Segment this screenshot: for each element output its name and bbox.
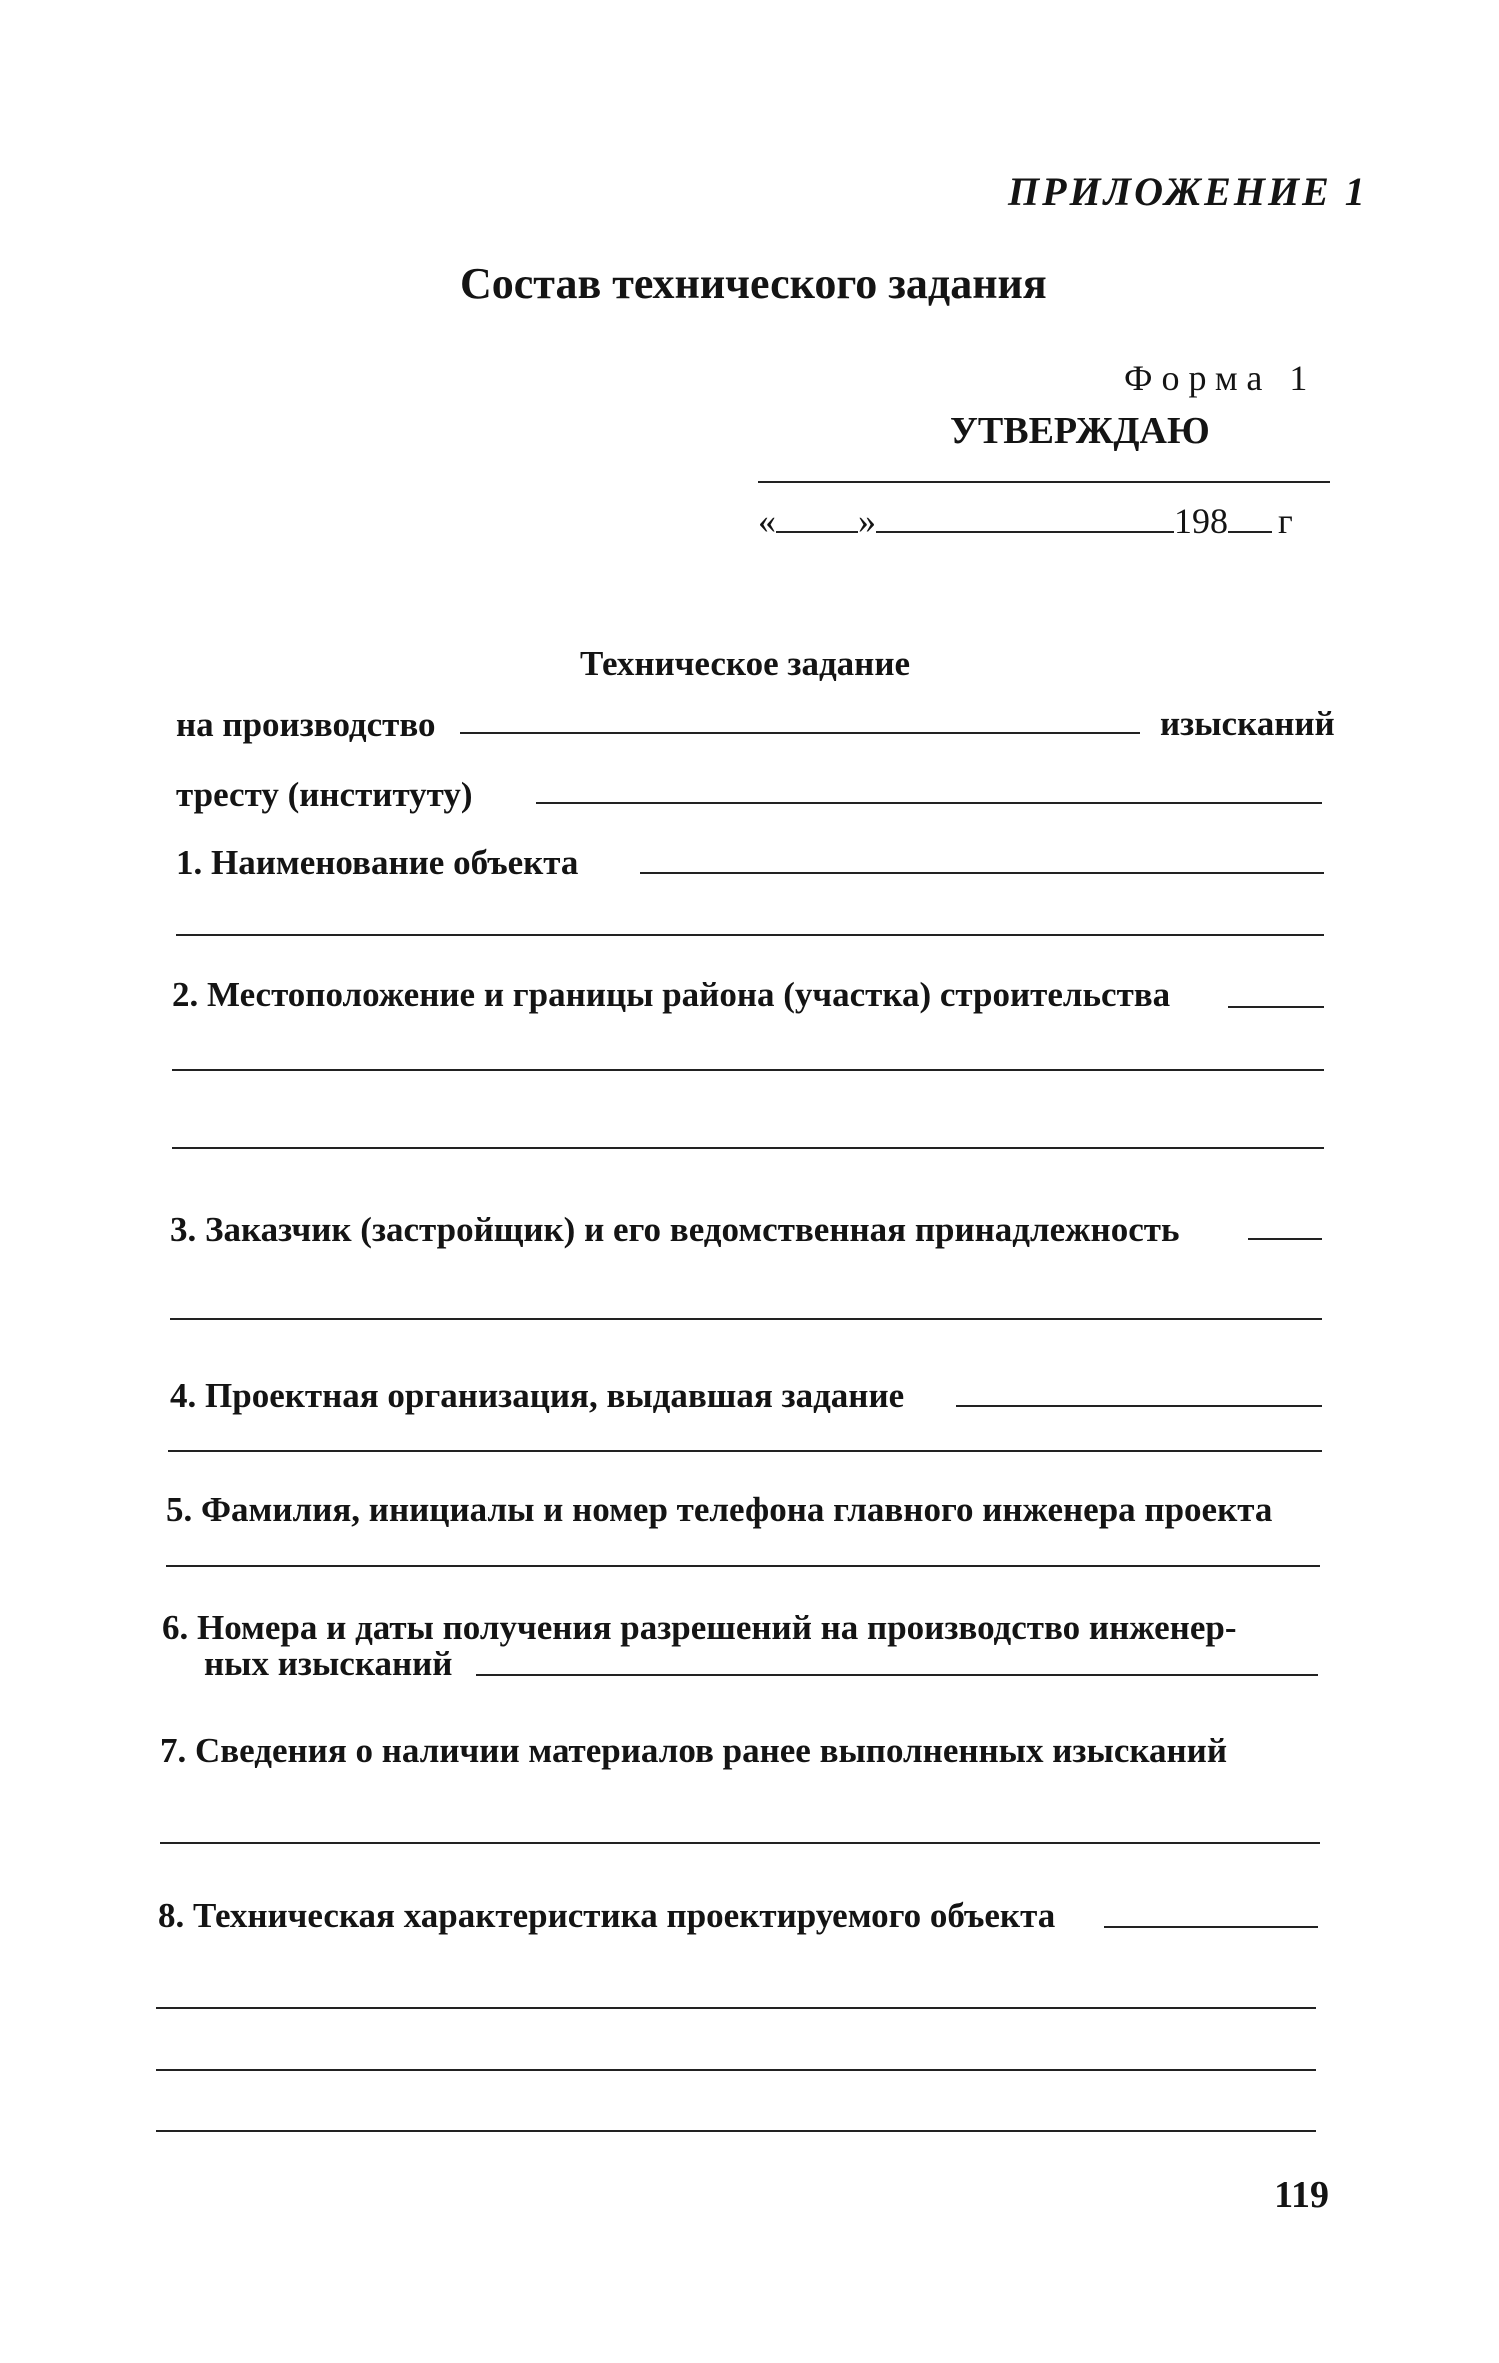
item-4-field[interactable]	[956, 1405, 1322, 1407]
item-1-field[interactable]	[640, 872, 1324, 874]
date-line	[758, 503, 1293, 539]
page-title: Состав технического задания	[460, 259, 1047, 308]
date-year-suffix: г	[1278, 501, 1293, 541]
appendix-label: ПРИЛОЖЕНИЕ 1	[1008, 169, 1368, 214]
item-2-field[interactable]	[1228, 1006, 1324, 1008]
item-4-label: 4. Проектная организация, выдавшая задание	[170, 1376, 905, 1415]
item-8-label: 8. Техническая характеристика проектируемого объекта	[158, 1896, 1056, 1935]
date-month-blank[interactable]	[876, 531, 1174, 533]
item-8-extra-line-3[interactable]	[156, 2130, 1316, 2132]
item-8-extra-line-1[interactable]	[156, 2007, 1316, 2009]
trust-label: тресту (институту)	[176, 775, 473, 814]
item-2-extra-line-2[interactable]	[172, 1147, 1324, 1149]
item-6-label: 6. Номера и даты получения разрешений на производство инженер-	[162, 1608, 1237, 1647]
form-label: Форма 1	[1124, 358, 1317, 398]
document-title: Техническое задание	[580, 644, 911, 683]
production-field[interactable]	[460, 732, 1140, 734]
production-suffix: изысканий	[1160, 704, 1335, 743]
item-7-label: 7. Сведения о наличии материалов ранее выполненных изысканий	[160, 1731, 1227, 1770]
item-4-extra-line[interactable]	[168, 1450, 1322, 1452]
date-close-quote: »	[858, 501, 876, 541]
item-6-continuation: ных изысканий	[204, 1644, 453, 1683]
item-8-field[interactable]	[1104, 1926, 1318, 1928]
production-prefix: на производство	[176, 705, 436, 744]
item-3-field[interactable]	[1248, 1238, 1322, 1240]
signature-line[interactable]	[758, 481, 1330, 483]
item-1-label: 1. Наименование объекта	[176, 843, 579, 882]
item-5-extra-line[interactable]	[166, 1565, 1320, 1567]
date-year-blank[interactable]	[1228, 531, 1272, 533]
trust-field[interactable]	[536, 802, 1322, 804]
approve-label: УТВЕРЖДАЮ	[950, 410, 1210, 452]
item-2-extra-line-1[interactable]	[172, 1069, 1324, 1071]
item-1-extra-line[interactable]	[176, 934, 1324, 936]
item-3-label: 3. Заказчик (застройщик) и его ведомственная принадлежность	[170, 1210, 1180, 1249]
item-8-extra-line-2[interactable]	[156, 2069, 1316, 2071]
date-day-blank[interactable]	[776, 531, 858, 533]
date-year-prefix: 198	[1174, 501, 1228, 541]
page-number: 119	[1274, 2174, 1329, 2216]
item-2-label: 2. Местоположение и границы района (участка) строительства	[172, 975, 1171, 1014]
date-open-quote: «	[758, 501, 776, 541]
item-7-extra-line[interactable]	[160, 1842, 1320, 1844]
item-6-field[interactable]	[476, 1674, 1318, 1676]
item-3-extra-line[interactable]	[170, 1318, 1322, 1320]
item-5-label: 5. Фамилия, инициалы и номер телефона главного инженера проекта	[166, 1490, 1273, 1529]
